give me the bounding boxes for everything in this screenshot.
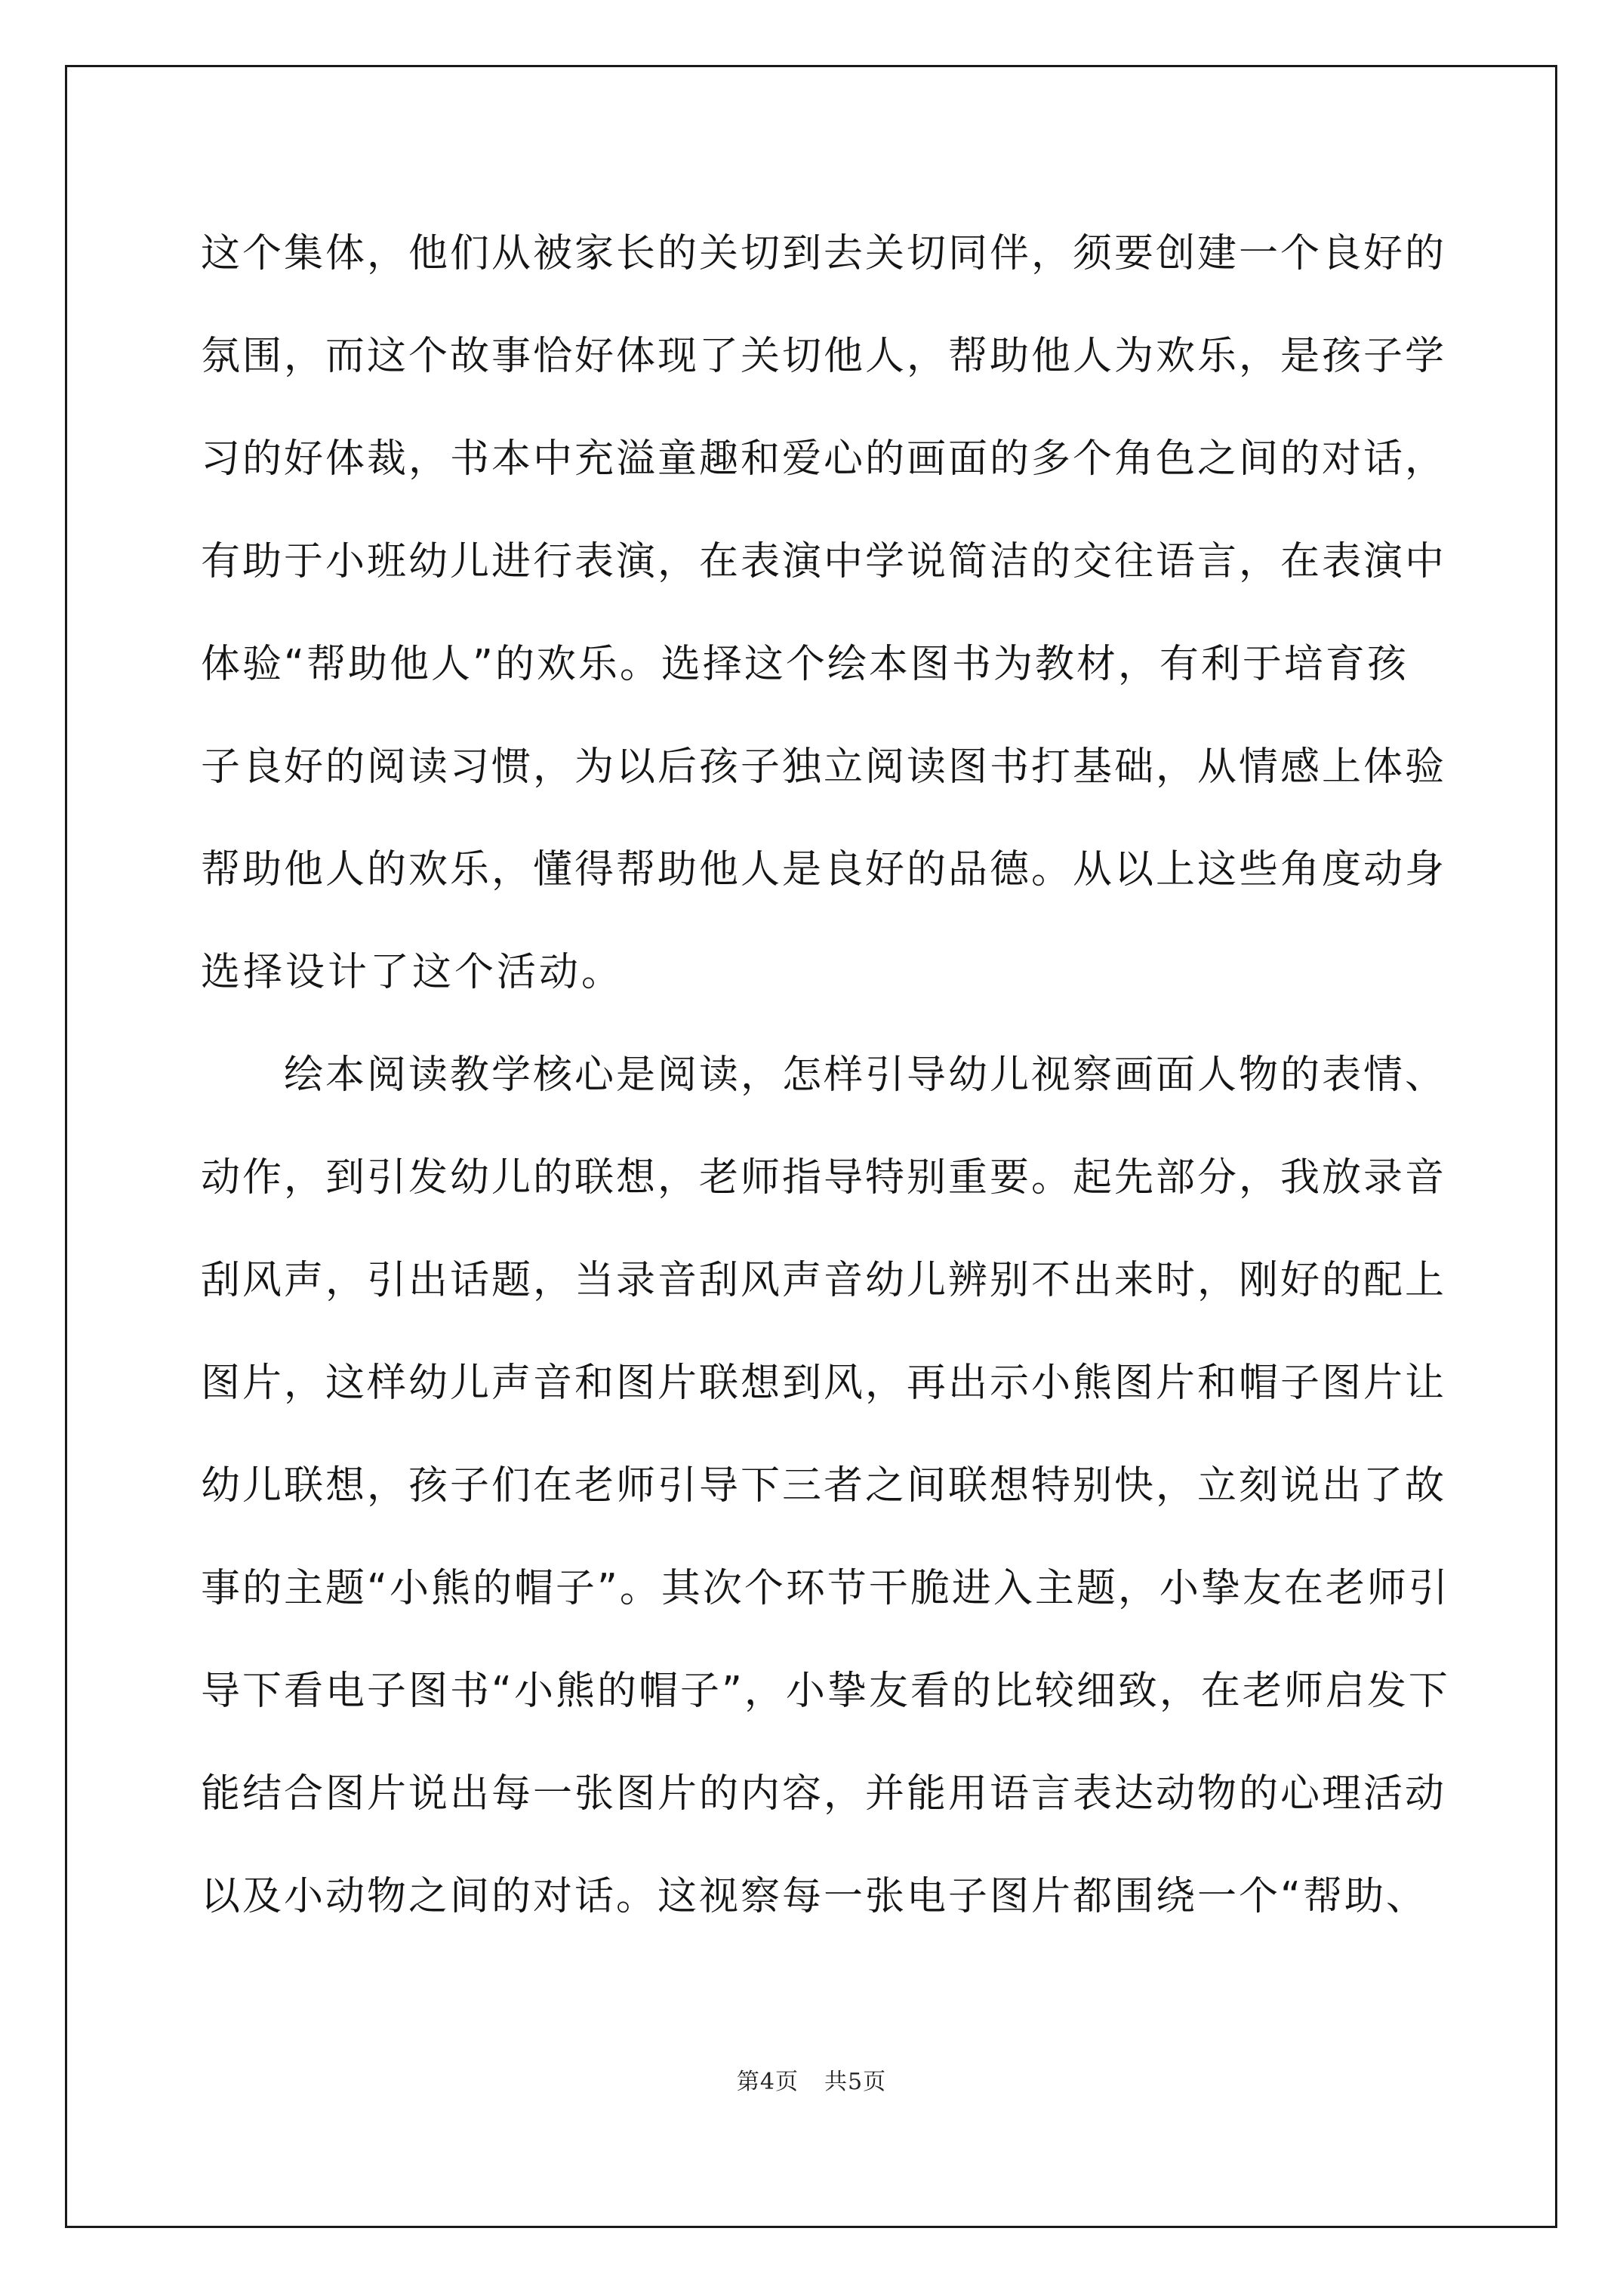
paragraph-1-line: 帮助他人的欢乐，懂得帮助他人是良好的品德。从以上这些角度动身 (201, 847, 1447, 892)
page-total: 共5页 (824, 2069, 887, 2095)
paragraph-2-line: 事的主题“小熊的帽子”。其次个环节干脆进入主题，小挚友在老师引 (201, 1566, 1450, 1611)
document-body (201, 202, 1450, 1948)
paragraph-2-line: 以及小动物之间的对话。这视察每一张电子图片都围绕一个“帮助、 (201, 1874, 1427, 1919)
paragraph-1-line: 这个集体，他们从被家长的关切到去关切同伴，须要创建一个良好的 (201, 231, 1447, 276)
paragraph-2-line: 图片，这样幼儿声音和图片联想到风，再出示小熊图片和帽子图片让 (201, 1361, 1447, 1406)
page-footer (0, 2063, 1623, 2096)
paragraph-1-line: 氛围，而这个故事恰好体现了关切他人，帮助他人为欢乐，是孩子学 (201, 334, 1447, 379)
paragraph-2-line: 绘本阅读教学核心是阅读，怎样引导幼儿视察画面人物的表情、 (284, 1052, 1447, 1098)
paragraph-1-line: 体验“帮助他人”的欢乐。选择这个绘本图书为教材，有利于培育孩 (201, 642, 1409, 687)
paragraph-1-line: 选择设计了这个活动。 (201, 950, 624, 995)
paragraph-2-line: 能结合图片说出每一张图片的内容，并能用语言表达动物的心理活动 (201, 1771, 1447, 1817)
page-number: 第4页 (736, 2069, 799, 2095)
paragraph-2-line: 动作，到引发幼儿的联想，老师指导特别重要。起先部分，我放录音 (201, 1155, 1447, 1200)
paragraph-2-line: 导下看电子图书“小熊的帽子”，小挚友看的比较细致，在老师启发下 (201, 1669, 1450, 1714)
paragraph-1-line: 子良好的阅读习惯，为以后孩子独立阅读图书打基础，从情感上体验 (201, 744, 1447, 790)
paragraph-2-line: 幼儿联想，孩子们在老师引导下三者之间联想特别快，立刻说出了故 (201, 1463, 1447, 1509)
paragraph-1-line: 有助于小班幼儿进行表演，在表演中学说简洁的交往语言，在表演中 (201, 539, 1447, 584)
paragraph-2-line: 刮风声，引出话题，当录音刮风声音幼儿辨别不出来时，刚好的配上 (201, 1258, 1447, 1303)
paragraph-1-line: 习的好体裁，书本中充溢童趣和爱心的画面的多个角色之间的对话， (201, 436, 1447, 482)
